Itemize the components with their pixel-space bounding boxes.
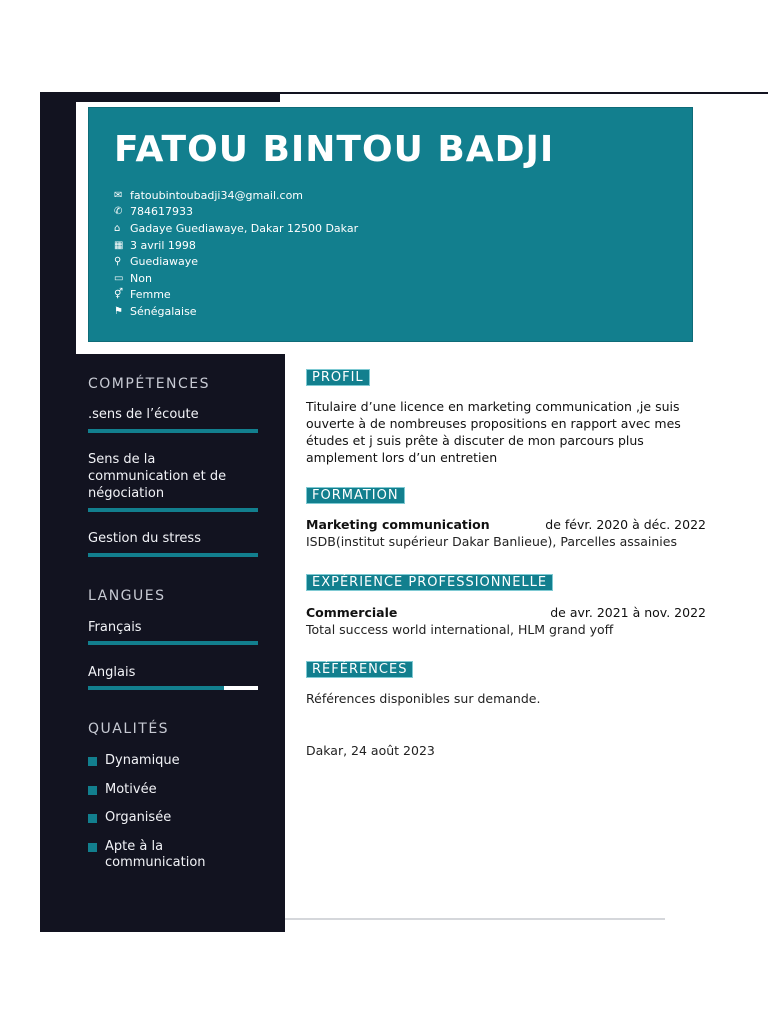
square-bullet-icon [88,843,97,852]
contact-phone: ✆ 784617933 [114,205,193,219]
resume-page [40,92,748,932]
experience-entry [306,605,706,620]
formation-dates: de févr. 2020 à déc. 2022 [545,517,706,532]
top-border-line [280,92,768,94]
langues-title: LANGUES [88,588,166,604]
contact-birthplace: ⚲ Guediawaye [114,255,199,269]
skill-bar [88,429,258,433]
skill-label: Sens de la communication et de négociation [88,452,227,501]
formation-title: Marketing communication [306,517,490,532]
calendar-icon: ▦ [114,239,124,251]
contact-list [114,187,358,320]
top-dark-strip [40,92,280,102]
experience-title: Commerciale [306,605,398,620]
experience-dates: de avr. 2021 à nov. 2022 [550,605,706,620]
quality-item: Motivée [88,782,157,798]
experience-heading: EXPÉRIENCE PROFESSIONNELLE [306,574,553,591]
contact-address: ⌂ Gadaye Guediawaye, Dakar 12500 Dakar [114,221,359,235]
flag-icon: ⚑ [114,305,123,317]
formation-place: ISDB(institut supérieur Dakar Banlieue), Parcelles assainies [306,534,677,549]
sidebar [76,354,285,932]
car-icon: ▭ [114,272,124,284]
language-label: Français [88,620,142,635]
references-text: Références disponibles sur demande. [306,691,541,706]
qualites-title: QUALITÉS [88,721,170,737]
experience-place: Total success world international, HLM grand yoff [306,622,614,637]
competences-title: COMPÉTENCES [88,376,211,392]
language-bar-fill [88,686,224,690]
formation-heading: FORMATION [306,487,405,504]
skill-bar [88,553,258,557]
location-pin-icon: ⚲ [114,256,122,268]
place-date: Dakar, 24 août 2023 [306,743,435,758]
candidate-name: FATOU BINTOU BADJI [114,129,555,170]
formation-entry [306,517,706,532]
profil-heading: PROFIL [306,369,370,386]
language-label: Anglais [88,665,136,680]
envelope-icon: ✉ [114,189,123,201]
header-banner [88,107,693,342]
quality-item: Dynamique [88,753,180,769]
page-bottom-edge [285,918,665,920]
quality-item: Organisée [88,810,171,826]
skill-bar [88,508,258,512]
contact-driving-licence: ▭ Non [114,271,152,285]
references-heading: RÉFÉRENCES [306,661,413,678]
language-bar [88,641,258,645]
contact-birthdate: ▦ 3 avril 1998 [114,238,196,252]
phone-icon: ✆ [114,206,123,218]
quality-item: Apte à la communication [88,839,228,871]
contact-nationality: ⚑ Sénégalaise [114,304,197,318]
left-dark-strip [40,92,76,932]
profil-text: Titulaire d’une licence en marketing communication ,je suis ouverte à de nombreuses propositions en rapport avec mes études et j suis prête à discuter de mon parcours plus amplement lors d’un entretien [306,399,681,465]
language-bar [88,686,258,690]
skill-label: .sens de l’écoute [88,407,199,422]
contact-gender: ⚥ Femme [114,288,171,302]
square-bullet-icon [88,786,97,795]
skill-label: Gestion du stress [88,531,201,546]
gender-icon: ⚥ [114,289,124,301]
home-icon: ⌂ [114,222,121,234]
square-bullet-icon [88,757,97,766]
square-bullet-icon [88,814,97,823]
contact-email: ✉ fatoubintoubadji34@gmail.com [114,188,304,202]
